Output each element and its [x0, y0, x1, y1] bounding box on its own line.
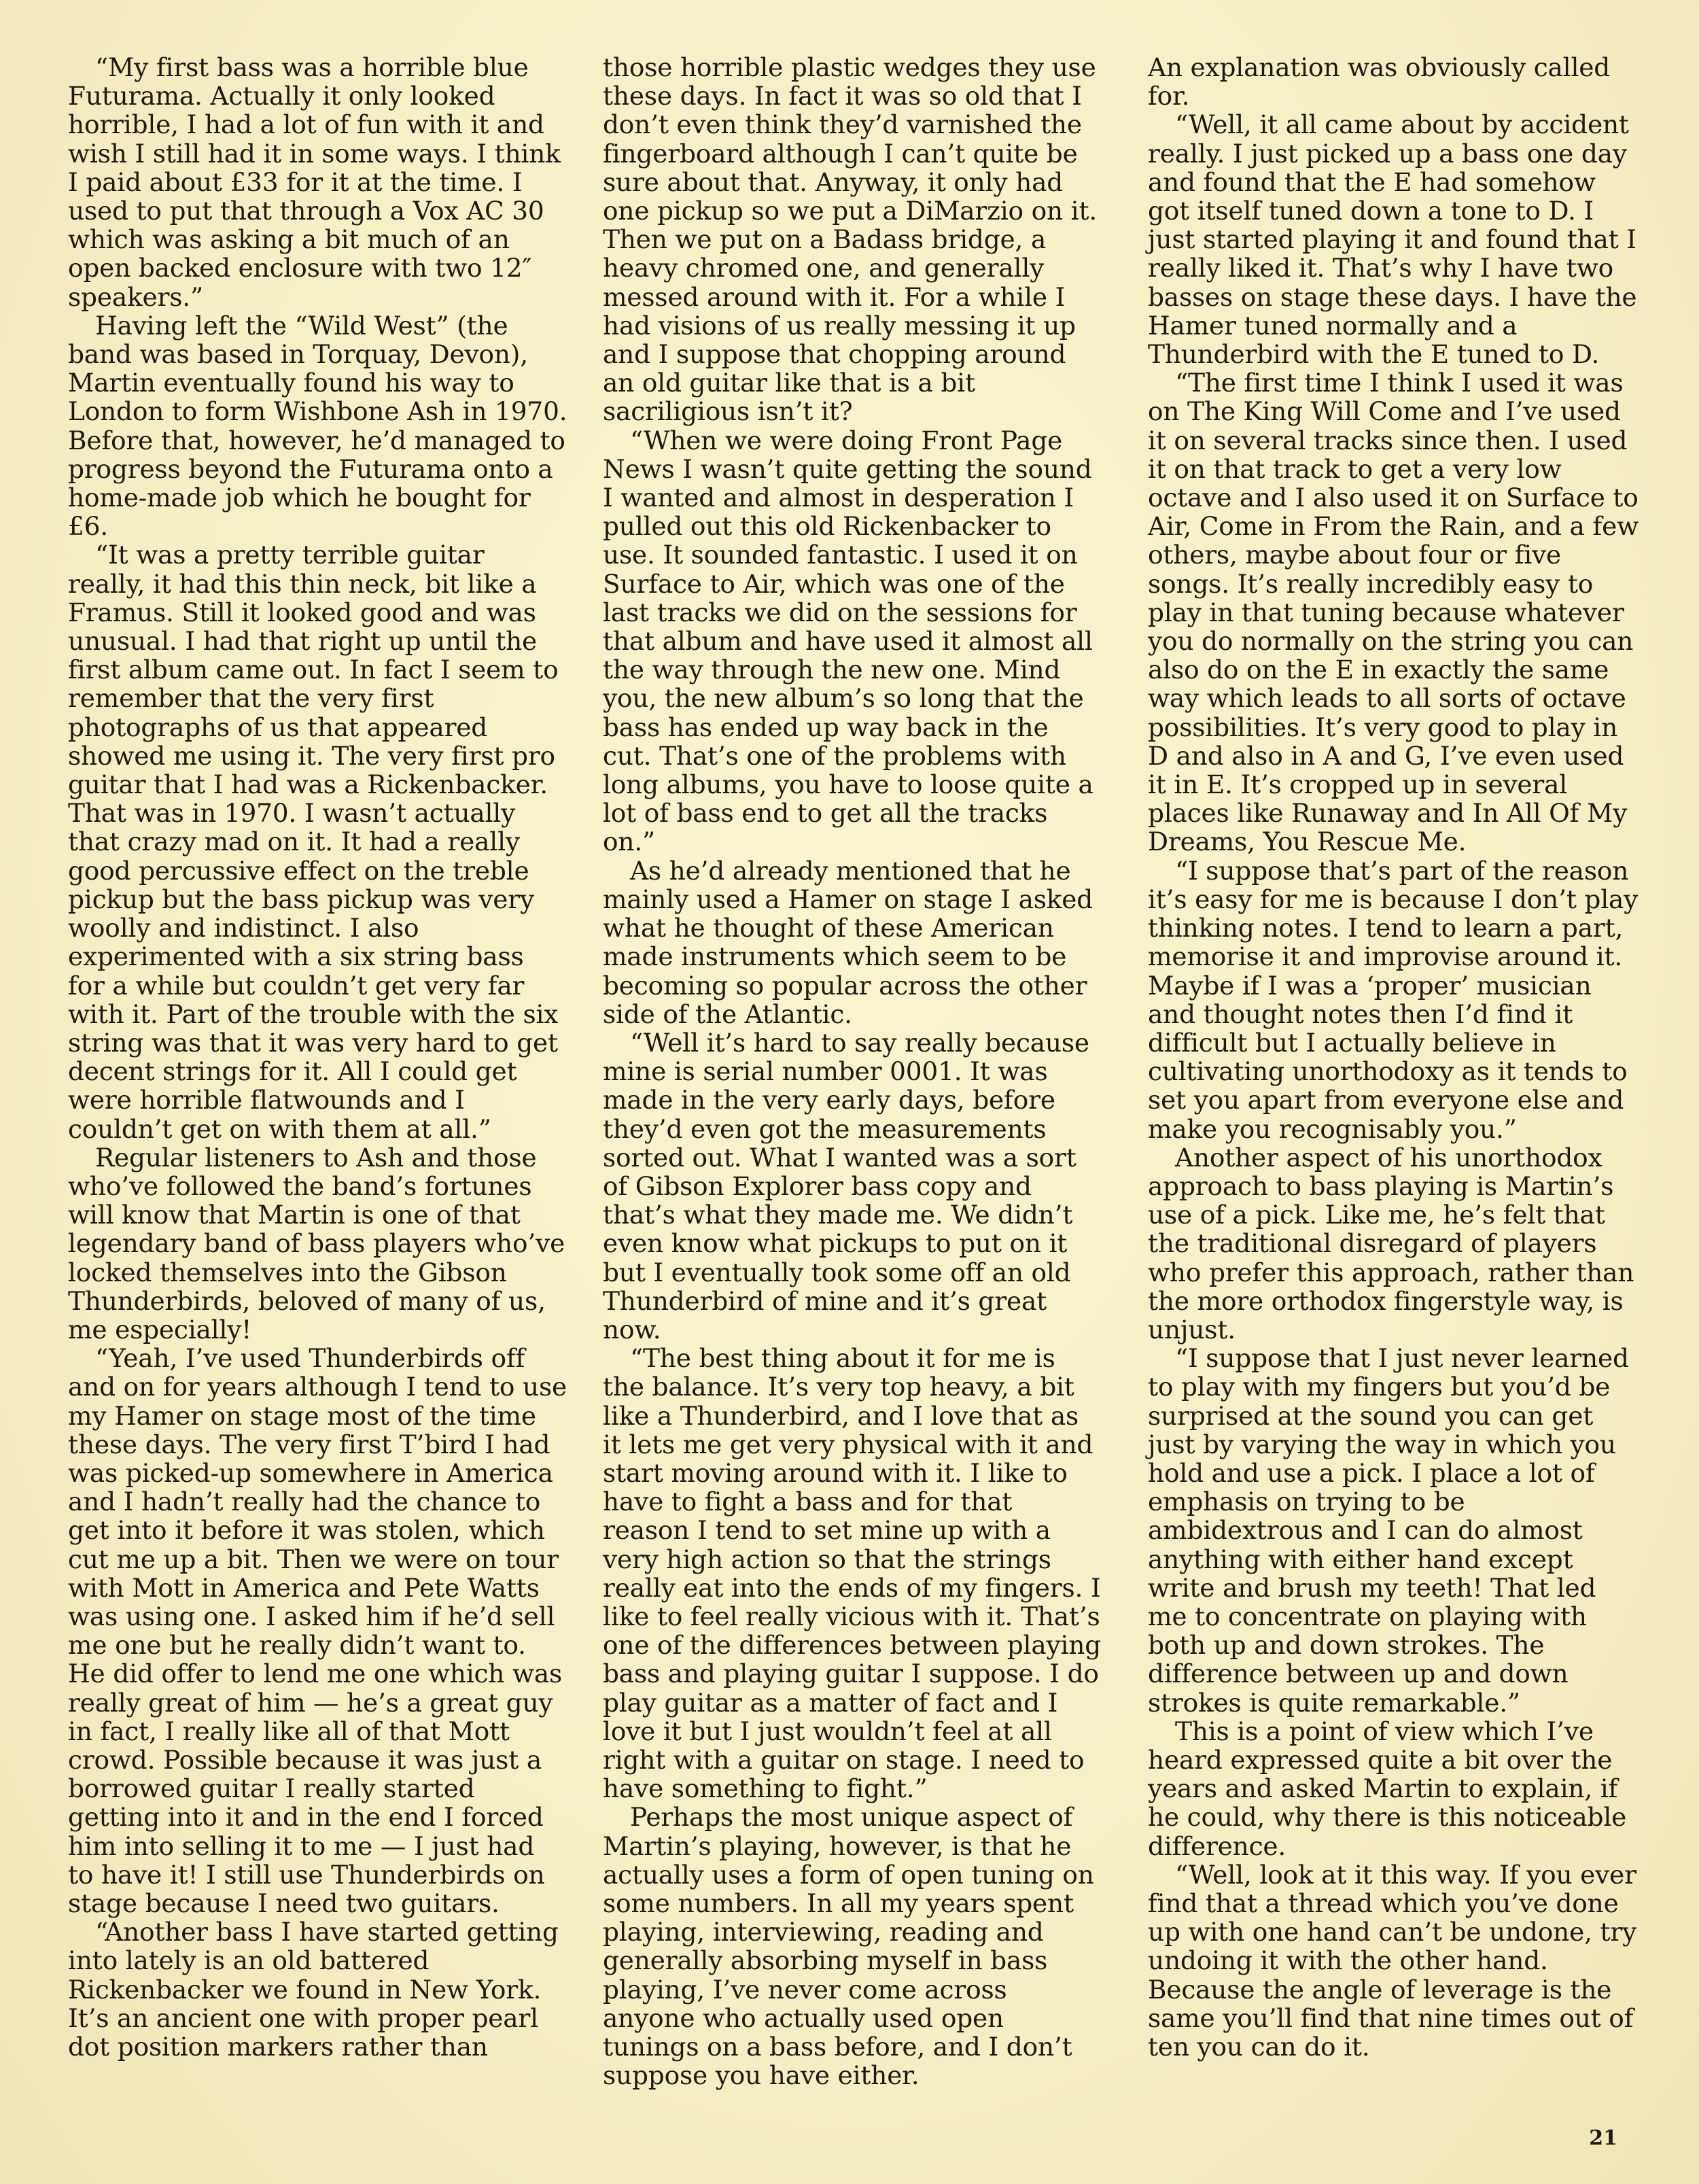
paragraph: “Well it’s hard to say really because mine is serial number 0001. It was made in the very early days, before they’d even got the measurements sorted out. What I wanted was a sort of Gibson Explorer bass copy and that’s what they made me. We didn’t even know what pickups to put on it but I eventually took some off an old Thunderbird of mine and it’s great now. [603, 1027, 1089, 1345]
paragraph: “When we were doing Front Page News I wasn’t quite getting the sound I wanted and almost in desperation I pulled out this old Rickenbacker to use. It sounded fantastic. I used it on Surface to Air, which was one of the last tracks we did on the sessions for that album and have used it almost all the way through the new one. Mind you, the new album’s so long that the bass has ended up way back in the cut. That’s one of the problems with long albums, you have to loose quite a lot of bass end to get all the tracks on.” [603, 425, 1093, 857]
paragraph: Regular listeners to Ash and those who’ve followed the band’s fortunes will know that Martin is one of that legendary band of bass players who’ve locked themselves into the Gibson Thunderbirds, beloved of many of us, me especially! [68, 1142, 565, 1345]
paragraph: those horrible plastic wedges they use these days. In fact it was so old that I don’t even think they’d varnished the fingerboard although I can’t quite be sure about that. Anyway, it only had one pickup so we put a DiMarzio on it. Then we put on a Badass bridge, a heavy chromed one, and generally messed around with it. For a while I had visions of us really messing it up and I suppose that chopping around an old guitar like that is a bit sacriligious isn’t it? [603, 52, 1098, 427]
paragraph: “Yeah, I’ve used Thunderbirds off and on for years although I tend to use my Hamer on stage most of the time these days. The very first T’bird I had was picked-up somewhere in America and I hadn’t really had the chance to get into it before it was stolen, which cut me up a bit. Then we were on tour with Mott in America and Pete Watts was using one. I asked him if he’d sell me one but he really didn’t want to. He did offer to lend me one which was really great of him — he’s a great guy in fact, I really like all of that Mott crowd. Possible because it was just a borrowed guitar I really started getting into it and in the end I forced him into selling it to me — I just had to have it! I still use Thunderbirds on stage because I need two guitars. [68, 1343, 567, 1918]
paragraph: Having left the “Wild West” (the band was based in Torquay, Devon), Martin eventually found his way to London to form Wishbone Ash in 1970. Before that, however, he’d managed to progress beyond the Futurama onto a home-made job which he bought for £6. [68, 310, 567, 542]
paragraph: “The best thing about it for me is the balance. It’s very top heavy, a bit like a Thunderbird, and I love that as it lets me get very physical with it and start moving around with it. I like to have to fight a bass and for that reason I tend to set mine up with a very high action so that the strings really eat into the ends of my fingers. I like to feel really vicious with it. That’s one of the differences between playing bass and playing guitar I suppose. I do play guitar as a matter of fact and I love it but I just wouldn’t feel at all right with a guitar on stage. I need to have something to fight.” [603, 1343, 1102, 1804]
paragraph: Another aspect of his unorthodox approach to bass playing is Martin’s use of a pick. Like me, he’s felt that the traditional disregard of players who prefer this approach, rather than the more orthodox fingerstyle way, is unjust. [1148, 1142, 1634, 1345]
paragraph: “It was a pretty terrible guitar really, it had this thin neck, bit like a Framus. Still it looked good and was unusual. I had that right up until the first album came out. In fact I seem to remember that the very first photographs of us that appeared showed me using it. The very first pro guitar that I had was a Rickenbacker. That was in 1970. I wasn’t actually that crazy mad on it. It had a really good percussive effect on the treble pickup but the bass pickup was very woolly and indistinct. I also experimented with a six string bass for a while but couldn’t get very far with it. Part of the trouble with the six string was that it was very hard to get decent strings for it. All I could get were horrible flatwounds and I couldn’t get on with them at all.” [68, 540, 559, 1144]
paragraph: “I suppose that’s part of the reason it’s easy for me is because I don’t play thinking notes. I tend to learn a part, memorise it and improvise around it. Maybe if I was a ‘proper’ musician and thought notes then I’d find it difficult but I actually believe in cultivating unorthodoxy as it tends to set you apart from everyone else and make you recognisably you.” [1148, 855, 1639, 1144]
article-column-3 [1148, 53, 1641, 2061]
article-column-2 [603, 53, 1102, 2090]
page-number: 21 [1589, 2126, 1617, 2150]
paragraph: “Well, look at it this way. If you ever find that a thread which you’ve done up with one hand can’t be undone, try undoing it with the other hand. Because the angle of leverage is the same you’ll find that nine times out of ten you can do it. [1148, 1859, 1637, 2062]
paragraph: This is a point of view which I’ve heard expressed quite a bit over the years and asked Martin to explain, if he could, why there is this noticeable difference. [1148, 1716, 1627, 1861]
paragraph: “I suppose that I just never learned to play with my fingers but you’d be surprised at the sound you can get just by varying the way in which you hold and use a pick. I place a lot of emphasis on trying to be ambidextrous and I can do almost anything with either hand except write and brush my teeth! That led me to concentrate on playing with both up and down strokes. The difference between up and down strokes is quite remarkable.” [1148, 1343, 1629, 1718]
paragraph: “My first bass was a horrible blue Futurama. Actually it only looked horrible, I had a lot of fun with it and wish I still had it in some ways. I think I paid about £33 for it at the time. I used to put that through a Vox AC 30 which was asking a bit much of an open backed enclosure with two 12″ speakers.” [68, 52, 561, 312]
paragraph: “Well, it all came about by accident really. I just picked up a bass one day and found that the E had somehow got itself tuned down a tone to D. I just started playing it and found that I really liked it. That’s why I have two basses on stage these days. I have the Hamer tuned normally and a Thunderbird with the E tuned to D. [1148, 109, 1637, 370]
paragraph: “Another bass I have started getting into lately is an old battered Rickenbacker we found in New York. It’s an ancient one with proper pearl dot position markers rather than [68, 1917, 559, 2062]
paragraph: As he’d already mentioned that he mainly used a Hamer on stage I asked what he thought of these American made instruments which seem to be becoming so popular across the other side of the Atlantic. [603, 855, 1093, 1029]
paragraph: Perhaps the most unique aspect of Martin’s playing, however, is that he actually uses a form of open tuning on some numbers. In all my years spent playing, interviewing, reading and generally absorbing myself in bass playing, I’ve never come across anyone who actually used open tunings on a bass before, and I don’t suppose you have either. [603, 1802, 1094, 2091]
article-column-1 [68, 53, 567, 2061]
paragraph: An explanation was obviously called for. [1148, 52, 1611, 111]
paragraph: “The first time I think I used it was on The King Will Come and I’ve used it on several tracks since then. I used it on that track to get a very low octave and I also used it on Surface to Air, Come in From the Rain, and a few others, maybe about four or five songs. It’s really incredibly easy to play in that tuning because whatever you do normally on the string you can also do on the E in exactly the same way which leads to all sorts of octave possibilities. It’s very good to play in D and also in A and G, I’ve even used it in E. It’s cropped up in several places like Runaway and In All Of My Dreams, You Rescue Me. [1148, 368, 1639, 857]
